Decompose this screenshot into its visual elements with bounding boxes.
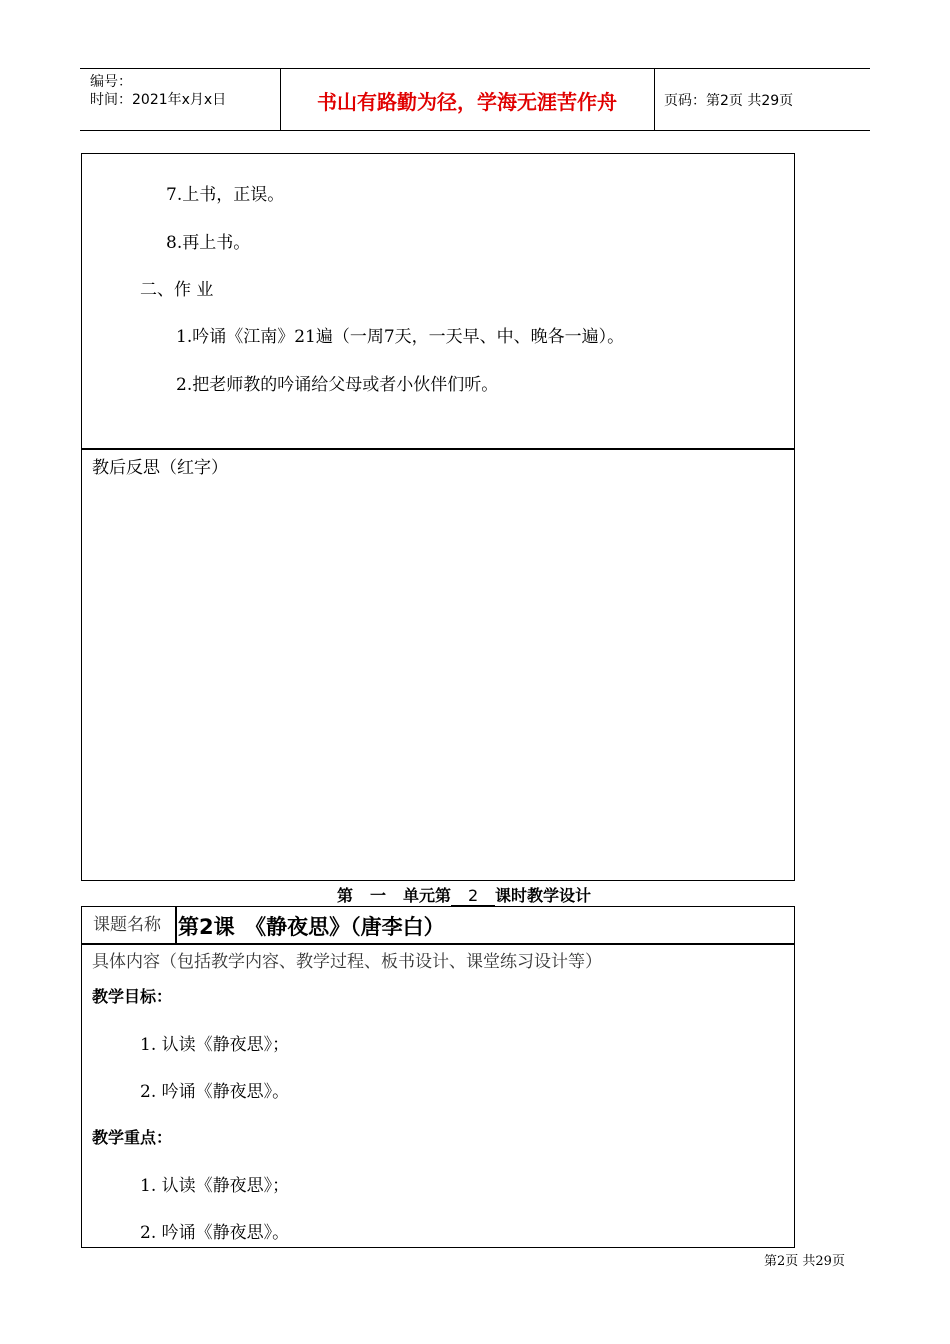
footer-page-info: 第2页 共29页: [764, 1254, 845, 1269]
focus-item-1: 1. 认读《静夜思》；: [140, 1176, 290, 1196]
header-divider: [654, 69, 655, 130]
lesson-plan-continued-box: [81, 153, 795, 881]
header-page-info: 页码：第2页 共29页: [664, 93, 794, 109]
reflection-label: 教后反思（红字）: [92, 458, 228, 478]
section-title: [337, 883, 591, 907]
unit-number: 一: [353, 883, 403, 907]
page-header: [80, 68, 870, 131]
topic-label: 课题名称: [93, 915, 161, 935]
step-8: 8.再上书。: [166, 233, 251, 253]
topic-cell-divider: [175, 906, 177, 944]
topic-value: 第2课 《静夜思》（唐李白）: [178, 915, 445, 939]
number-label: 编号：: [90, 74, 132, 90]
header-motto: 书山有路勤为径，学海无涯苦作舟: [317, 90, 617, 114]
homework-heading: 二、作 业: [140, 280, 214, 300]
focus-item-2: 2. 吟诵《静夜思》。: [140, 1223, 290, 1243]
homework-item-2: 2.把老师教的吟诵给父母或者小伙伴们听。: [176, 375, 499, 395]
focus-heading: 教学重点：: [92, 1128, 173, 1147]
section-title-prefix: 第: [337, 886, 354, 905]
homework-item-1: 1.吟诵《江南》21遍（一周7天，一天早、中、晚各一遍）。: [176, 327, 625, 347]
content-label: 具体内容（包括教学内容、教学过程、板书设计、课堂练习设计等）: [92, 952, 602, 972]
lesson-number: 2: [451, 886, 495, 906]
reflection-divider: [81, 448, 795, 450]
step-7: 7.上书，正误。: [166, 185, 285, 205]
goal-item-1: 1. 认读《静夜思》；: [140, 1035, 290, 1055]
section-title-suffix: 课时教学设计: [495, 886, 592, 905]
goal-item-2: 2. 吟诵《静夜思》。: [140, 1082, 290, 1102]
goals-heading: 教学目标：: [92, 987, 173, 1006]
topic-row-divider: [81, 943, 795, 945]
section-title-middle: 单元第: [403, 886, 452, 905]
time-label: 时间：2021年x月x日: [90, 92, 227, 108]
